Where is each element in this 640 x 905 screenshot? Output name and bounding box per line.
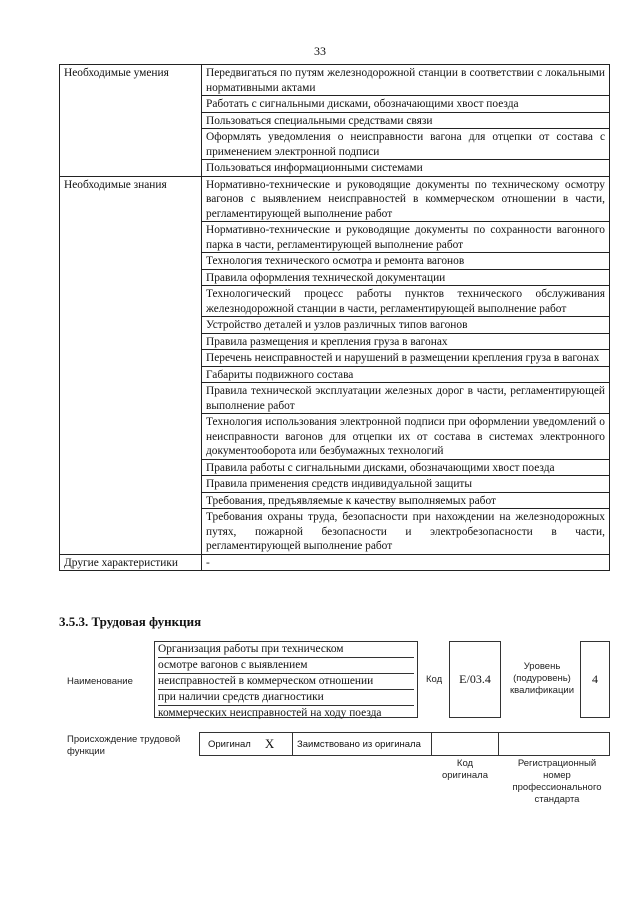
function-name-line: коммерческих неисправностей на ходу поезда xyxy=(158,707,382,719)
function-name-line: Организация работы при техническом xyxy=(158,642,414,658)
table-row xyxy=(60,554,610,571)
code-caption: Код оригинала xyxy=(441,758,488,781)
origin-code-cell xyxy=(431,732,499,756)
code-label: Код xyxy=(426,674,443,685)
section-title: 3.5.3. Трудовая функция xyxy=(59,614,202,629)
original-cell xyxy=(199,732,293,756)
requirement-item: Работать с сигнальными дисками, обозначающими хвост поезда xyxy=(202,96,610,113)
requirement-item: Правила работы с сигнальными дисками, обозначающими хвост поезда xyxy=(202,459,610,476)
level-label: Уровень (подуровень) квалификации xyxy=(509,661,575,696)
requirement-item: Габариты подвижного состава xyxy=(202,366,610,383)
code-value: E/03.4 xyxy=(449,641,501,718)
requirements-table xyxy=(59,64,610,571)
row-label: Необходимые знания xyxy=(60,176,202,554)
requirement-item: Требования, предъявляемые к качеству выполняемых работ xyxy=(202,492,610,509)
requirement-item: Правила применения средств индивидуальной защиты xyxy=(202,476,610,493)
function-name-line: осмотре вагонов с выявлением xyxy=(158,658,414,674)
requirement-item: Требования охраны труда, безопасности при нахождении на железнодорожных путях, пожарной безопасности и электробезопасности в части, регламентирующей выполнение работ xyxy=(202,509,610,555)
row-label: Другие характеристики xyxy=(60,554,202,571)
original-mark: X xyxy=(264,736,275,751)
requirement-item: Перечень неисправностей и нарушений в размещении крепления груза в вагонах xyxy=(202,350,610,367)
requirement-item: Нормативно-технические и руководящие документы по техническому осмотру вагонов с выявлением неисправностей в коммерческом отношении в части, регламентирующей выполнение работ xyxy=(202,176,610,222)
requirement-item: Нормативно-технические и руководящие документы по сохранности вагонного парка в части, регламентирующей выполнение работ xyxy=(202,222,610,253)
requirement-item: Пользоваться специальными средствами связи xyxy=(202,112,610,129)
requirement-item: Оформлять уведомления о неисправности вагона для отцепки от состава с применением электронной подписи xyxy=(202,129,610,160)
function-name-line: неисправностей в коммерческом отношении xyxy=(158,674,414,690)
origin-row xyxy=(199,732,610,756)
function-name-line: при наличии средств диагностики xyxy=(158,690,414,706)
row-label: Необходимые умения xyxy=(60,65,202,177)
requirement-item: Технология технического осмотра и ремонта вагонов xyxy=(202,253,610,270)
requirement-item: - xyxy=(202,554,610,571)
borrowed-cell: Заимствовано из оригинала xyxy=(292,732,432,756)
reg-number-cell xyxy=(498,732,610,756)
requirement-item: Правила размещения и крепления груза в вагонах xyxy=(202,333,610,350)
requirement-item: Передвигаться по путям железнодорожной станции в соответствии с локальными нормативными актами xyxy=(202,65,610,96)
table-row xyxy=(60,176,610,222)
table-row xyxy=(60,65,610,96)
original-label: Оригинал xyxy=(208,738,251,750)
reg-caption: Регистрационный номер профессионального стандарта xyxy=(512,758,602,805)
requirement-item: Правила оформления технической документации xyxy=(202,269,610,286)
requirement-item: Устройство деталей и узлов различных типов вагонов xyxy=(202,317,610,334)
level-value: 4 xyxy=(580,641,610,718)
name-label: Наименование xyxy=(67,676,133,687)
requirement-item: Правила технической эксплуатации железных дорог в части, регламентирующей выполнение работ xyxy=(202,383,610,414)
requirement-item: Технологический процесс работы пунктов технического обслуживания железнодорожной станции в части, регламентирующей выполнение работ xyxy=(202,286,610,317)
origin-label: Происхождение трудовой функции xyxy=(67,734,181,757)
page-number: 33 xyxy=(314,44,326,58)
requirement-item: Пользоваться информационными системами xyxy=(202,160,610,177)
function-name-box xyxy=(154,641,418,718)
requirement-item: Технология использования электронной подписи при оформлении уведомлений о неисправности вагонов для отцепки их от состава в системах электронного документооборота или безбумажных технологий xyxy=(202,414,610,460)
